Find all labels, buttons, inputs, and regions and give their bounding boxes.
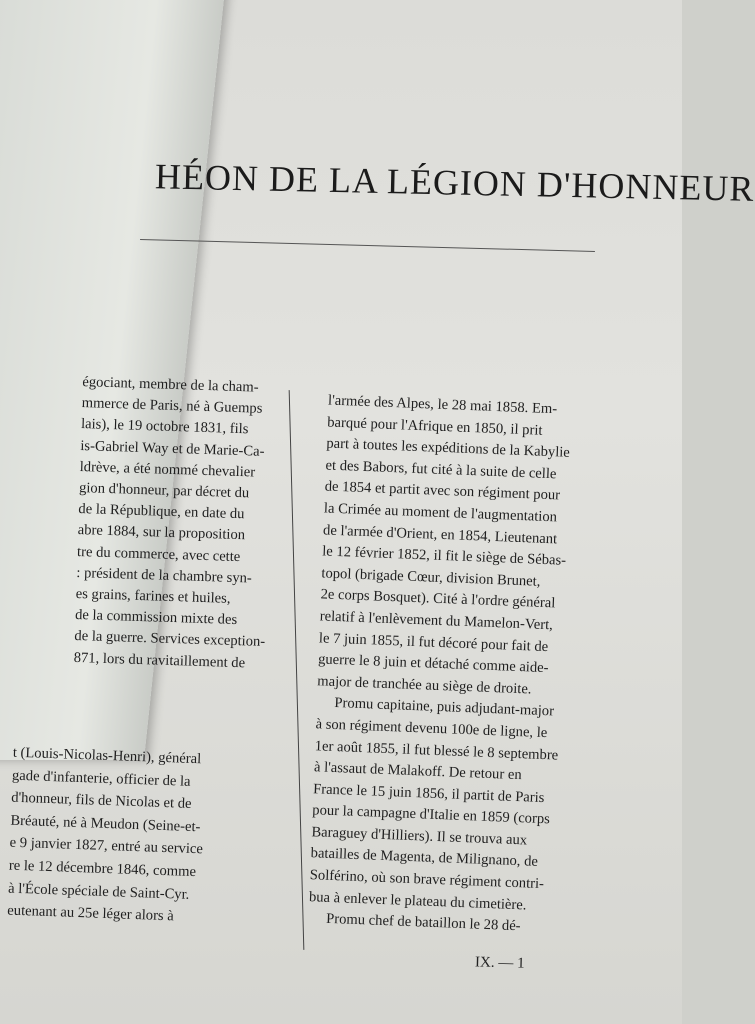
left-column-bottom [7,742,206,929]
text-line: gion d'honneur, par décret du [78,480,250,502]
text-line: de 1854 et partit avec son régiment pour [324,478,561,504]
text-line: 2e corps Bosquet). Cité à l'ordre général [320,586,556,612]
text-line: Promu chef de bataillon le 28 dé- [325,911,521,935]
text-line: topol (brigade Cœur, division Brunet, [321,565,541,590]
text-line: gade d'infanterie, officier de la [11,767,191,790]
text-line: t (Louis-Nicolas-Henri), général [12,744,202,768]
text-line: guerre le 8 juin et détaché comme aide- [317,651,549,677]
text-line: tre du commerce, avec cette [76,543,241,565]
text-line: major de tranchée au siège de droite. [316,673,532,698]
text-line: de la guerre. Services exception- [74,628,266,651]
text-line: de l'armée d'Orient, en 1854, Lieutenant [322,521,558,547]
text-line: es grains, farines et huiles, [75,586,231,607]
text-line: et des Babors, fut cité à la suite de celle [325,457,557,483]
text-line: égociant, membre de la cham- [82,374,259,396]
text-line: France le 15 juin 1856, il partit de Paris [312,780,545,806]
text-line: ldrève, a été nommé chevalier [79,458,256,481]
text-line: is-Gabriel Way et de Marie-Ca- [80,437,265,460]
text-line: : président de la chambre syn- [76,564,253,587]
page-title: HÉON DE LA LÉGION D'HONNEUR [154,156,755,209]
text-line: lais), le 19 octobre 1831, fils [80,416,249,438]
text-line: mmerce de Paris, né à Guemps [81,395,263,417]
text-line: la Crimée au moment de l'augmentation [323,500,558,526]
text-line: à l'assaut de Malakoff. De retour en [313,759,522,784]
text-line: à son régiment devenu 100e de ligne, le [315,716,548,742]
text-line: le 12 février 1852, il fit le siège de Sébas- [321,543,567,569]
text-line: relatif à l'enlèvement du Mamelon-Vert, [319,608,554,634]
text-line: de la République, en date du [78,501,245,523]
text-line: à l'École spéciale de Saint-Cyr. [7,880,190,903]
text-line: part à toutes les expéditions de la Kabylie [326,435,571,462]
text-line: pour la campagne d'Italie en 1859 (corps [312,802,551,828]
page-signature: IX. — 1 [474,954,525,972]
text-line: eutenant au 25e léger alors à [7,902,175,925]
text-line: 871, lors du ravitaillement de [73,649,246,671]
text-line: d'honneur, fils de Nicolas et de [10,789,192,813]
text-line: 1er août 1855, il fut blessé le 8 septembre [314,737,559,764]
left-column-top [73,372,273,675]
text-line: Bréauté, né à Meudon (Seine-et- [10,812,201,836]
text-line: abre 1884, sur la proposition [77,522,246,544]
text-line: bua à enlever le plateau du cimetière. [308,888,527,914]
text-line: Baraguey d'Hilliers). Il se trouva aux [311,824,528,849]
right-column [308,391,573,940]
text-line: Promu capitaine, puis adjudant-major [334,695,555,720]
text-line: re le 12 décembre 1846, comme [8,857,197,881]
text-line: barqué pour l'Afrique en 1850, il prit [326,414,543,439]
text-line: l'armée des Alpes, le 28 mai 1858. Em- [327,392,558,418]
text-line: e 9 janvier 1827, entré au service [9,835,204,858]
text-line: Solférino, où son brave régiment contri- [309,867,545,893]
text-line: le 7 juin 1855, il fut décoré pour fait de [318,629,549,655]
text-line: batailles de Magenta, de Milignano, de [310,845,539,871]
text-line: de la commission mixte des [74,607,238,629]
